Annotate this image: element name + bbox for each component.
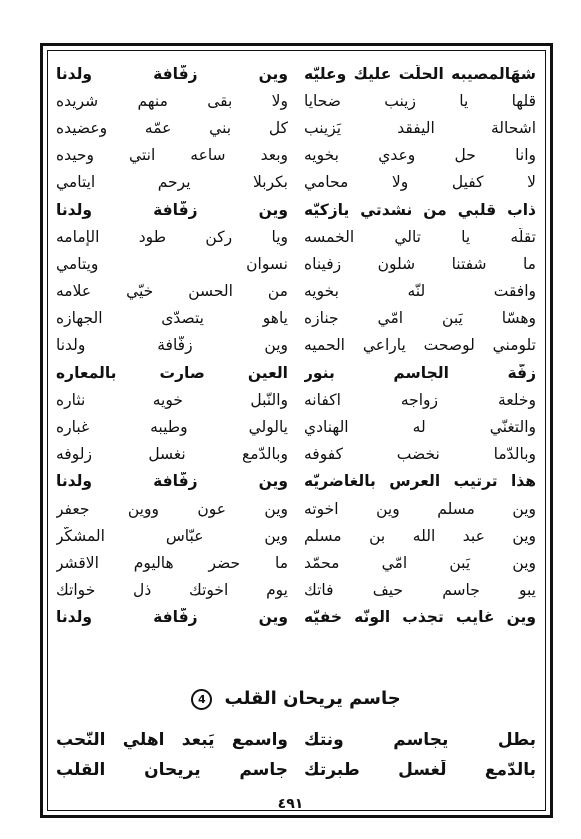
verse-second-hemistich: ياهو يتصدّى الجهازه: [56, 309, 288, 328]
verse-second-hemistich: بكربلا يرحم ايتامي: [56, 173, 288, 192]
section-number-badge: 4: [191, 689, 212, 710]
verse-first-hemistich: شهَالمصيبه الحلّت عليك وعليّه: [304, 64, 536, 83]
verse-second-hemistich: ولا بقى منهم شريده: [56, 91, 288, 110]
verse-first-hemistich: والتغنّي له الهنادي: [304, 418, 536, 437]
verse-second-hemistich: وين زفّافة ولدنا: [56, 472, 288, 491]
verse-first-hemistich: لا كفيل ولا محامي: [304, 173, 536, 192]
verse-second-hemistich: جاسم يريحان القلب: [56, 760, 288, 780]
verse-second-hemistich: نسوان ويتامي: [56, 254, 288, 273]
verse-second-hemistich: كل بني عمّه وعضيده: [56, 118, 288, 137]
verse-first-hemistich: وين غايب تجذب الونّه خفيّه: [304, 608, 536, 627]
page-number: ٤٩١: [277, 796, 304, 812]
verse-line: [56, 87, 536, 114]
verse-line: [56, 278, 536, 305]
verse-second-hemistich: وين زفّافة ولدنا: [56, 200, 288, 219]
verse-second-hemistich: وين زفّافة ولدنا: [56, 64, 288, 83]
verse-line: [56, 196, 536, 223]
verse-second-hemistich: من الحسن خيّي علامه: [56, 282, 288, 301]
verse-first-hemistich: وين مسلم وين اخوته: [304, 499, 536, 518]
verse-line: [56, 114, 536, 141]
verse-first-hemistich: اشحالة اليفقد يَزينب: [304, 118, 536, 137]
verse-second-hemistich: العين صارت بالمعاره: [56, 363, 288, 382]
verse-line: [56, 522, 536, 549]
verse-first-hemistich: تقلّه يا تالي الخمسه: [304, 227, 536, 246]
verse-first-hemistich: وخلعة زواجه اكفانه: [304, 390, 536, 409]
verse-line: [56, 60, 536, 87]
verse-first-hemistich: وافقت لنّه بخويه: [304, 282, 536, 301]
verse-line: [56, 332, 536, 359]
verse-first-hemistich: وين عبد الله بن مسلم: [304, 526, 536, 545]
verse-first-hemistich: زفّة الجاسم بنور: [304, 363, 536, 382]
verse-line: [56, 386, 536, 413]
verse-line: [56, 223, 536, 250]
verse-first-hemistich: بطل يجاسم ونتك: [304, 730, 536, 750]
poem-body: [56, 60, 536, 631]
verse-first-hemistich: قلها يا زينب ضحايا: [304, 91, 536, 110]
verse-first-hemistich: ما شفتنا شلون زفيناه: [304, 254, 536, 273]
verse-line: [56, 755, 536, 785]
verse-second-hemistich: وين زفّافة ولدنا: [56, 608, 288, 627]
section-poem-body: [56, 725, 536, 785]
verse-line: [56, 169, 536, 196]
verse-first-hemistich: وانا حل وعدي بخويه: [304, 146, 536, 165]
verse-second-hemistich: ما حضر هاليوم الاقشر: [56, 553, 288, 572]
verse-first-hemistich: تلومني لوصحت ياراعي الحميه: [304, 336, 536, 355]
verse-second-hemistich: وبعد ساعه انتي وحيده: [56, 146, 288, 165]
verse-line: [56, 305, 536, 332]
verse-line: [56, 441, 536, 468]
verse-first-hemistich: ذاب قلبي من نشدتي يازكيّه: [304, 200, 536, 219]
section-title-text: جاسم يريحان القلب: [224, 688, 401, 709]
verse-line: [56, 250, 536, 277]
verse-first-hemistich: بالدّمع لَغسل طبرتك: [304, 760, 536, 780]
verse-second-hemistich: يوم اخوتك ذل خواتك: [56, 581, 288, 600]
section-heading: [56, 688, 536, 710]
verse-line: [56, 413, 536, 440]
verse-first-hemistich: وهسّا يَبن امّي جنازه: [304, 309, 536, 328]
verse-second-hemistich: يالولي وطيبه غباره: [56, 418, 288, 437]
verse-second-hemistich: وين عون ووين جعفر: [56, 499, 288, 518]
verse-line: [56, 359, 536, 386]
verse-line: [56, 725, 536, 755]
verse-line: [56, 549, 536, 576]
verse-second-hemistich: والنّبل خويه نثاره: [56, 390, 288, 409]
verse-line: [56, 604, 536, 631]
verse-line: [56, 142, 536, 169]
verse-first-hemistich: وبالدّما نخضب كفوفه: [304, 445, 536, 464]
verse-line: [56, 468, 536, 495]
verse-second-hemistich: واسمع يَبعد اهلي النّحب: [56, 730, 288, 750]
verse-first-hemistich: وين يَبن امّي محمّد: [304, 553, 536, 572]
verse-second-hemistich: ويا ركن طود الإمامه: [56, 227, 288, 246]
verse-first-hemistich: يبو جاسم حيف فاتك: [304, 581, 536, 600]
verse-first-hemistich: هذا ترتيب العرس بالغاضريّه: [304, 472, 536, 491]
verse-line: [56, 577, 536, 604]
verse-second-hemistich: وبالدّمع نغسل زلوفه: [56, 445, 288, 464]
verse-line: [56, 495, 536, 522]
verse-second-hemistich: وين زفّافة ولدنا: [56, 336, 288, 355]
verse-second-hemistich: وين عبّاس المشكّر: [56, 526, 288, 545]
